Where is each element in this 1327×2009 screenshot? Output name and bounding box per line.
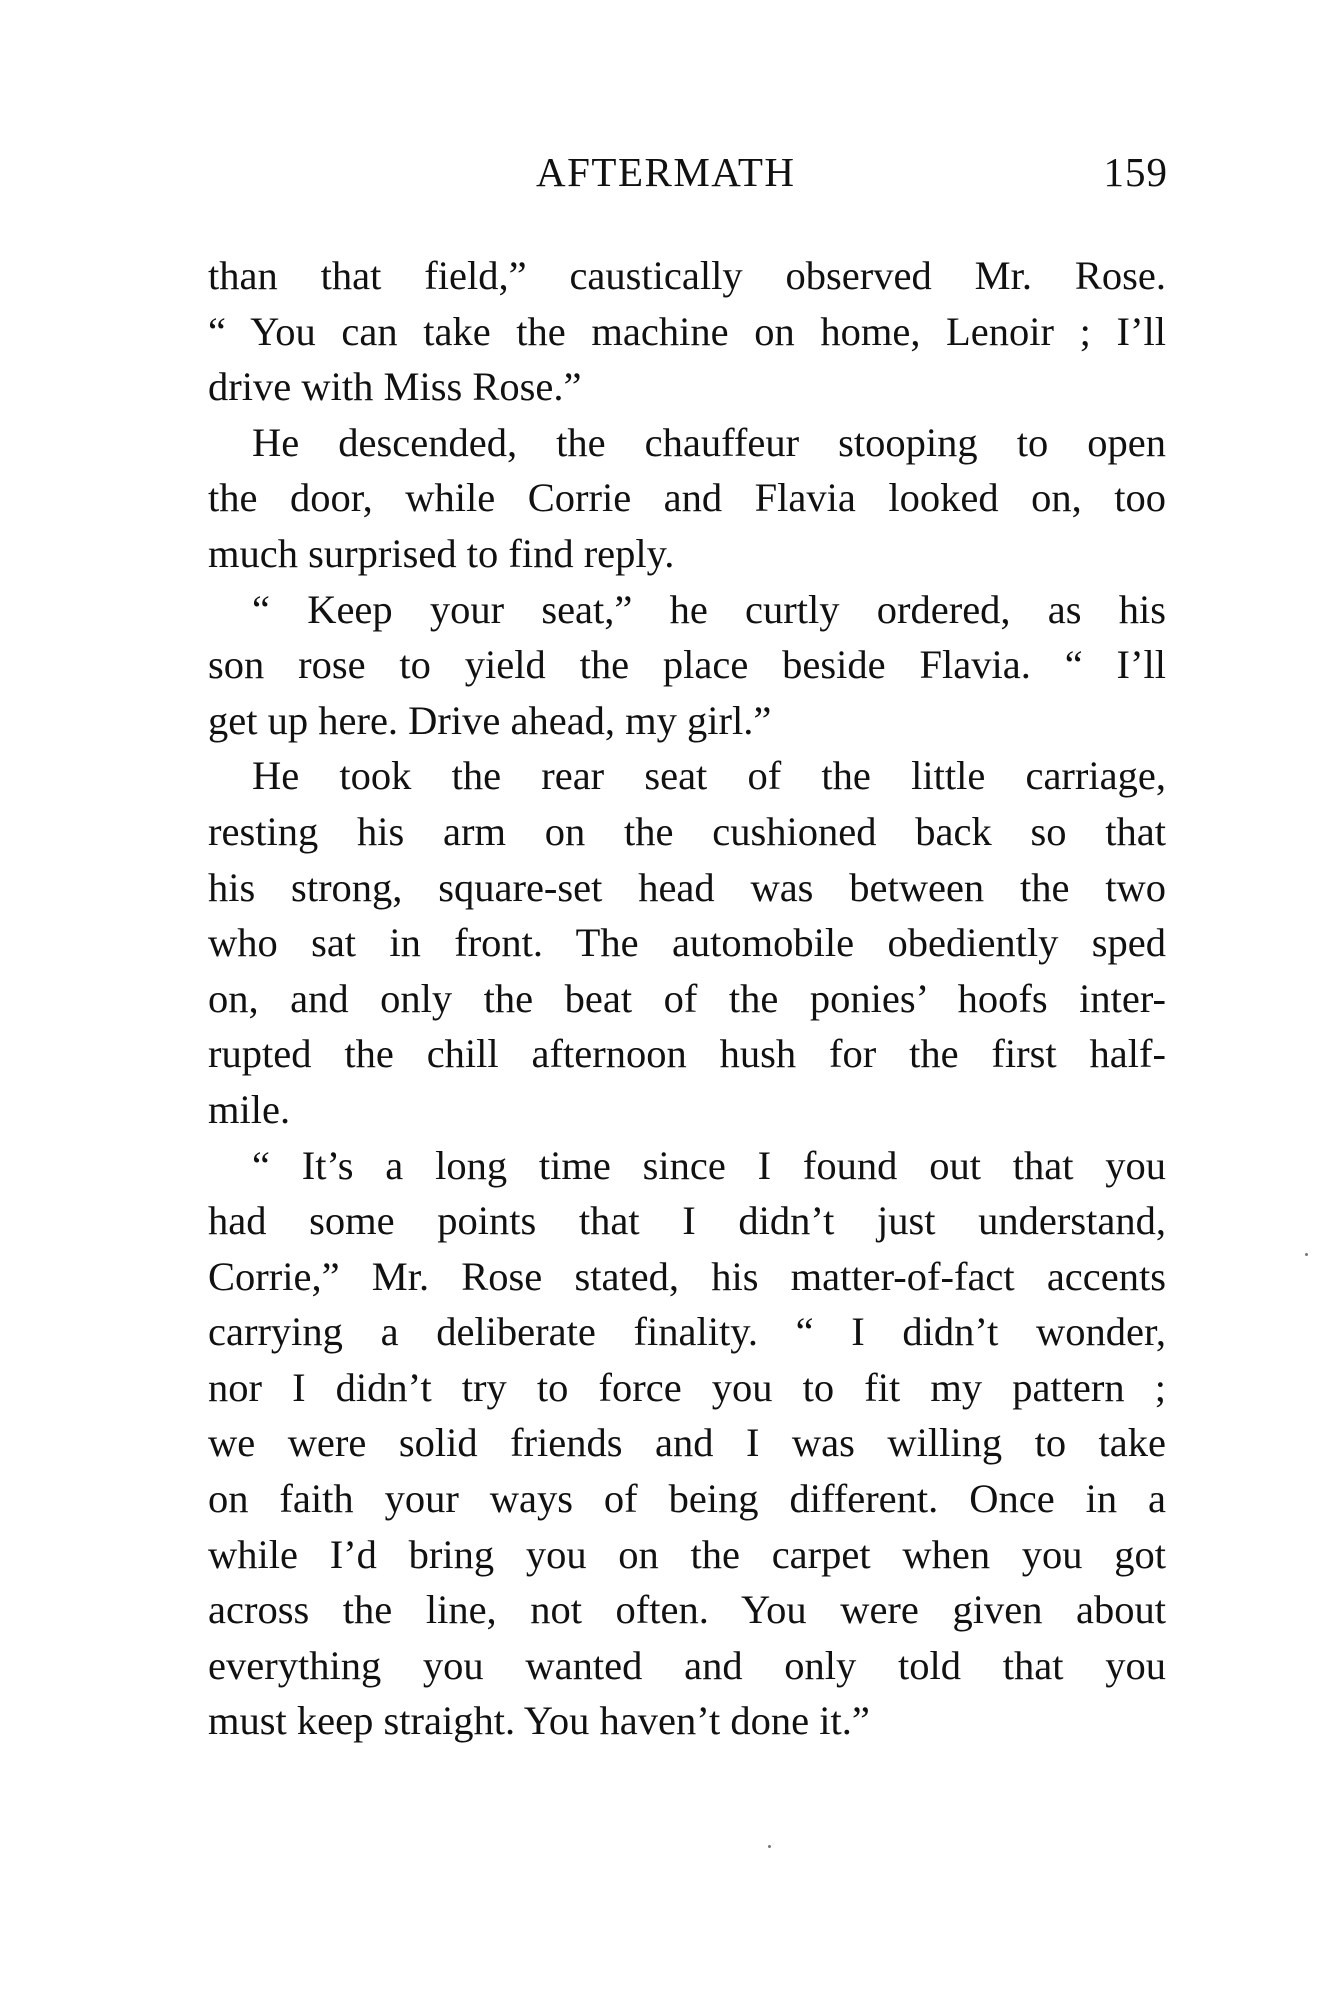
text-line: on, and only the beat of the ponies’ hoofs inter-	[208, 975, 1166, 1021]
text-line: “ Keep your seat,” he curtly ordered, as his	[252, 586, 1166, 632]
print-speck	[768, 1845, 771, 1848]
text-line: rupted the chill afternoon hush for the first half-	[208, 1031, 1166, 1077]
text-line: Corrie,” Mr. Rose stated, his matter-of-fact accents	[208, 1253, 1166, 1299]
text-line: while I’d bring you on the carpet when you got	[208, 1531, 1166, 1577]
text-line: who sat in front. The automobile obediently sped	[208, 920, 1166, 966]
text-line: we were solid friends and I was willing to take	[208, 1420, 1166, 1466]
text-line: get up here. Drive ahead, my girl.”	[208, 697, 772, 743]
text-line: had some points that I didn’t just understand,	[208, 1198, 1166, 1244]
text-line: his strong, square-set head was between the two	[208, 864, 1166, 910]
text-line: resting his arm on the cushioned back so that	[208, 808, 1166, 854]
text-line: mile.	[208, 1086, 291, 1132]
text-line: “ You can take the machine on home, Lenoir ; I’ll	[208, 308, 1166, 354]
text-line: than that field,” caustically observed Mr. Rose.	[208, 253, 1166, 298]
text-line: across the line, not often. You were given about	[208, 1587, 1166, 1633]
text-line: on faith your ways of being different. Once in a	[208, 1476, 1166, 1522]
text-line: son rose to yield the place beside Flavia. “ I’ll	[208, 642, 1166, 688]
text-line: He took the rear seat of the little carriage,	[252, 753, 1166, 799]
page-header	[208, 148, 1168, 208]
text-line: nor I didn’t try to force you to fit my pattern ;	[208, 1364, 1166, 1410]
text-line: drive with Miss Rose.”	[208, 364, 582, 410]
print-speck	[1305, 1253, 1308, 1256]
text-line: the door, while Corrie and Flavia looked on, too	[208, 475, 1166, 521]
page-number: 159	[1103, 149, 1168, 195]
text-line: everything you wanted and only told that you	[208, 1642, 1166, 1688]
text-line: “ It’s a long time since I found out that you	[252, 1142, 1166, 1188]
running-title: AFTERMATH	[536, 149, 796, 195]
body-text	[208, 248, 1166, 1749]
text-line: must keep straight. You haven’t done it.”	[208, 1698, 870, 1744]
text-line: He descended, the chauffeur stooping to open	[252, 419, 1166, 465]
text-line: carrying a deliberate finality. “ I didn’t wonder,	[208, 1309, 1166, 1355]
text-line: much surprised to find reply.	[208, 530, 675, 576]
